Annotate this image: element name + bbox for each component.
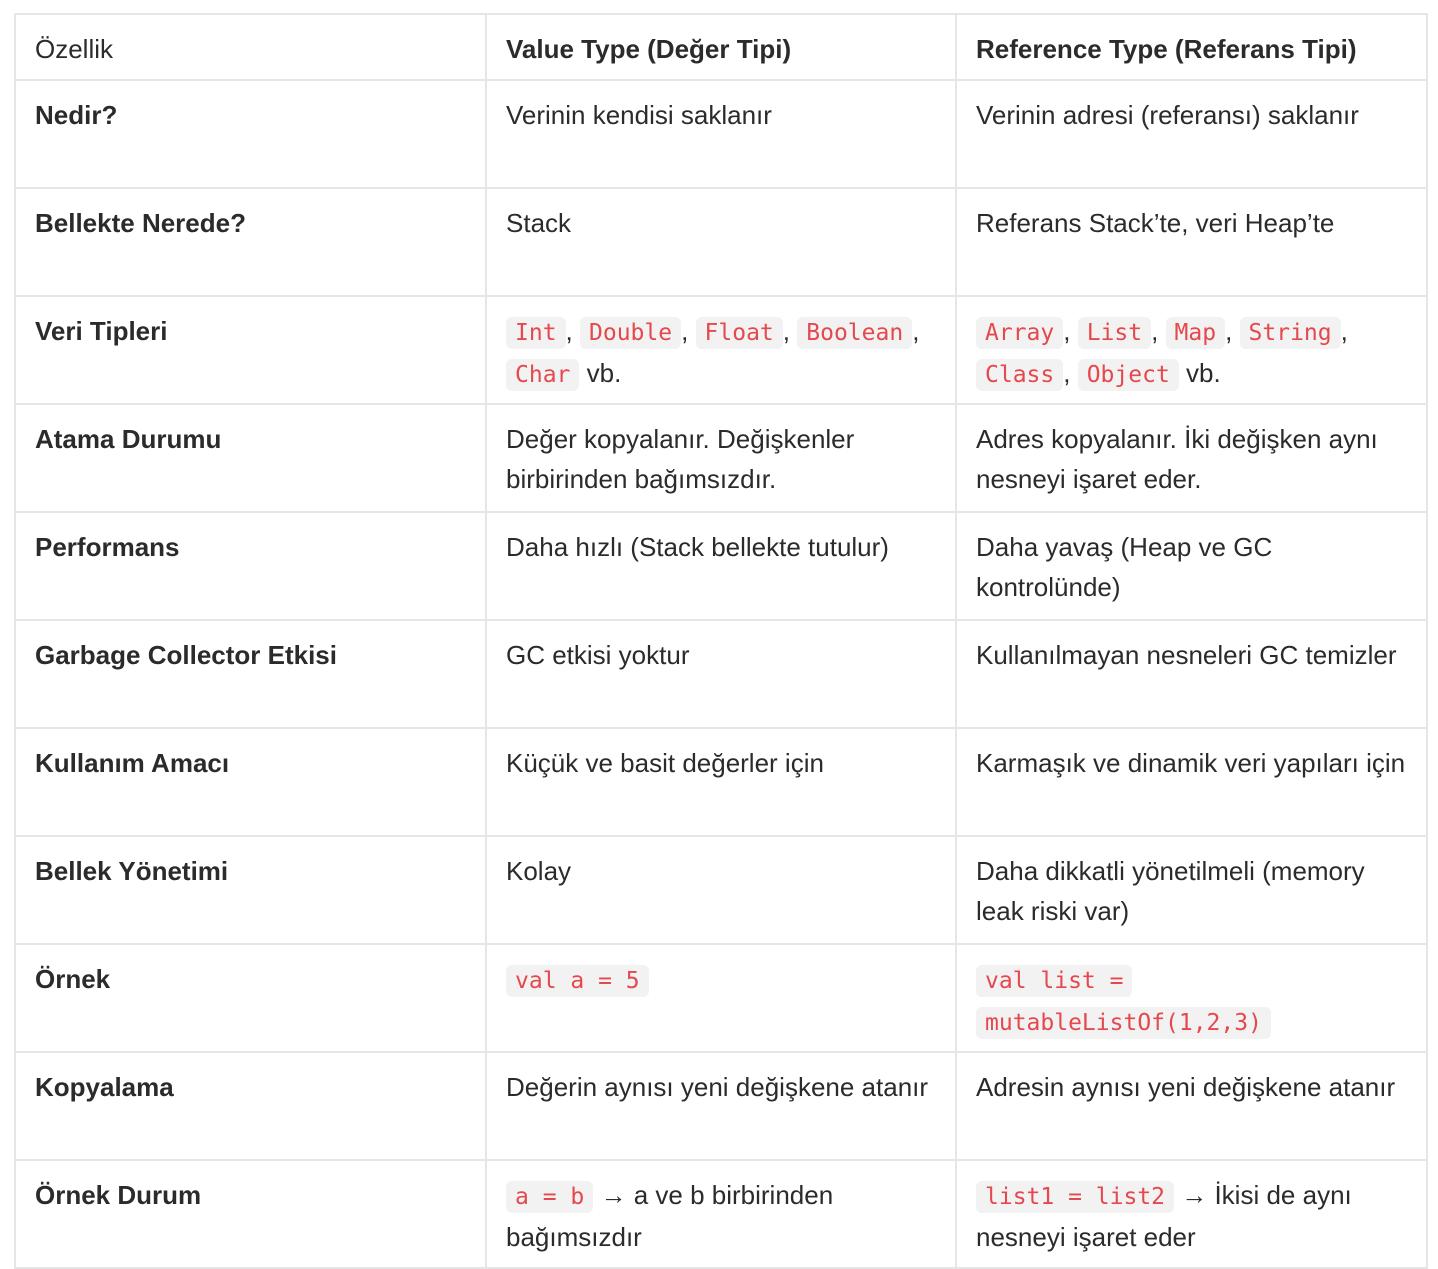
code-snippet: List [1078, 317, 1151, 349]
code-snippet: a = b [506, 1181, 593, 1213]
reference-type-cell [956, 512, 1427, 620]
table-row [15, 80, 1427, 188]
code-snippet: val a = 5 [506, 965, 649, 997]
cell-text: GC etkisi yoktur [506, 640, 690, 670]
cell-text: , [565, 316, 580, 346]
header-feature: Özellik [15, 14, 486, 80]
cell-text: Kolay [506, 856, 572, 886]
table-row [15, 836, 1427, 944]
table-row [15, 728, 1427, 836]
table-row [15, 944, 1427, 1052]
cell-text: → a ve b birbirinden bağımsızdır [506, 1180, 834, 1252]
reference-type-cell [956, 620, 1427, 728]
cell-text: Daha hızlı (Stack bellekte tutulur) [506, 532, 889, 562]
code-snippet: Boolean [797, 317, 912, 349]
cell-text: , [1225, 316, 1240, 346]
cell-text: Karmaşık ve dinamik veri yapıları için [976, 748, 1406, 778]
reference-type-cell [956, 1160, 1427, 1268]
comparison-table [14, 13, 1428, 1269]
table-row [15, 188, 1427, 296]
cell-text: Verinin kendisi saklanır [506, 100, 772, 130]
row-feature-label: Atama Durumu [15, 404, 486, 512]
code-snippet: val list = mutableListOf(1,2,3) [976, 965, 1271, 1039]
value-type-cell [486, 512, 956, 620]
table-body [15, 80, 1427, 1268]
reference-type-cell [956, 296, 1427, 404]
table-row [15, 512, 1427, 620]
row-feature-label: Veri Tipleri [15, 296, 486, 404]
cell-text: Daha dikkatli yönetilmeli (memory leak riski var) [976, 856, 1365, 926]
cell-text: Adres kopyalanır. İki değişken aynı nesneyi işaret eder. [976, 424, 1378, 494]
row-feature-label: Bellekte Nerede? [15, 188, 486, 296]
cell-text: Adresin aynısı yeni değişkene atanır [976, 1072, 1396, 1102]
reference-type-cell [956, 1052, 1427, 1160]
reference-type-cell [956, 728, 1427, 836]
reference-type-cell [956, 80, 1427, 188]
header-reference-type: Reference Type (Referans Tipi) [956, 14, 1427, 80]
value-type-cell [486, 296, 956, 404]
row-feature-label: Kullanım Amacı [15, 728, 486, 836]
cell-text: Verinin adresi (referansı) saklanır [976, 100, 1359, 130]
row-feature-label: Bellek Yönetimi [15, 836, 486, 944]
code-snippet: Int [506, 317, 566, 349]
cell-text: Referans Stack’te, veri Heap’te [976, 208, 1335, 238]
value-type-cell [486, 1052, 956, 1160]
code-snippet: Class [976, 359, 1063, 391]
value-type-cell [486, 80, 956, 188]
cell-text: Kullanılmayan nesneleri GC temizler [976, 640, 1397, 670]
cell-text: , [1151, 316, 1166, 346]
row-feature-label: Garbage Collector Etkisi [15, 620, 486, 728]
cell-text: Daha yavaş (Heap ve GC kontrolünde) [976, 532, 1273, 602]
value-type-cell [486, 944, 956, 1052]
cell-text: Değerin aynısı yeni değişkene atanır [506, 1072, 929, 1102]
reference-type-cell [956, 836, 1427, 944]
cell-text: vb. [1178, 358, 1221, 388]
cell-text: , [1063, 316, 1078, 346]
cell-text: Stack [506, 208, 572, 238]
cell-text: , [681, 316, 696, 346]
code-snippet: Array [976, 317, 1063, 349]
cell-text: vb. [579, 358, 622, 388]
value-type-cell [486, 620, 956, 728]
reference-type-cell [956, 944, 1427, 1052]
cell-text: Değer kopyalanır. Değişkenler birbirinden bağımsızdır. [506, 424, 855, 494]
header-value-type: Value Type (Değer Tipi) [486, 14, 956, 80]
code-snippet: Object [1078, 359, 1179, 391]
row-feature-label: Nedir? [15, 80, 486, 188]
cell-text: , [912, 316, 920, 346]
value-type-cell [486, 728, 956, 836]
table-row [15, 1052, 1427, 1160]
code-snippet: Map [1166, 317, 1226, 349]
value-type-cell [486, 836, 956, 944]
reference-type-cell [956, 404, 1427, 512]
cell-text: , [1063, 358, 1078, 388]
row-feature-label: Örnek [15, 944, 486, 1052]
table-row [15, 620, 1427, 728]
header-row [15, 14, 1427, 80]
code-snippet: Float [696, 317, 783, 349]
value-type-cell [486, 1160, 956, 1268]
cell-text: , [782, 316, 798, 346]
value-type-cell [486, 188, 956, 296]
code-snippet: Double [580, 317, 681, 349]
cell-text: , [1340, 316, 1348, 346]
table-row [15, 1160, 1427, 1268]
table-row [15, 296, 1427, 404]
cell-text: Küçük ve basit değerler için [506, 748, 824, 778]
row-feature-label: Kopyalama [15, 1052, 486, 1160]
value-type-cell [486, 404, 956, 512]
reference-type-cell [956, 188, 1427, 296]
row-feature-label: Performans [15, 512, 486, 620]
row-feature-label: Örnek Durum [15, 1160, 486, 1268]
table-row [15, 404, 1427, 512]
code-snippet: String [1240, 317, 1341, 349]
code-snippet: Char [506, 359, 579, 391]
code-snippet: list1 = list2 [976, 1181, 1174, 1213]
cell-text: → İkisi de aynı nesneyi işaret eder [976, 1180, 1352, 1252]
